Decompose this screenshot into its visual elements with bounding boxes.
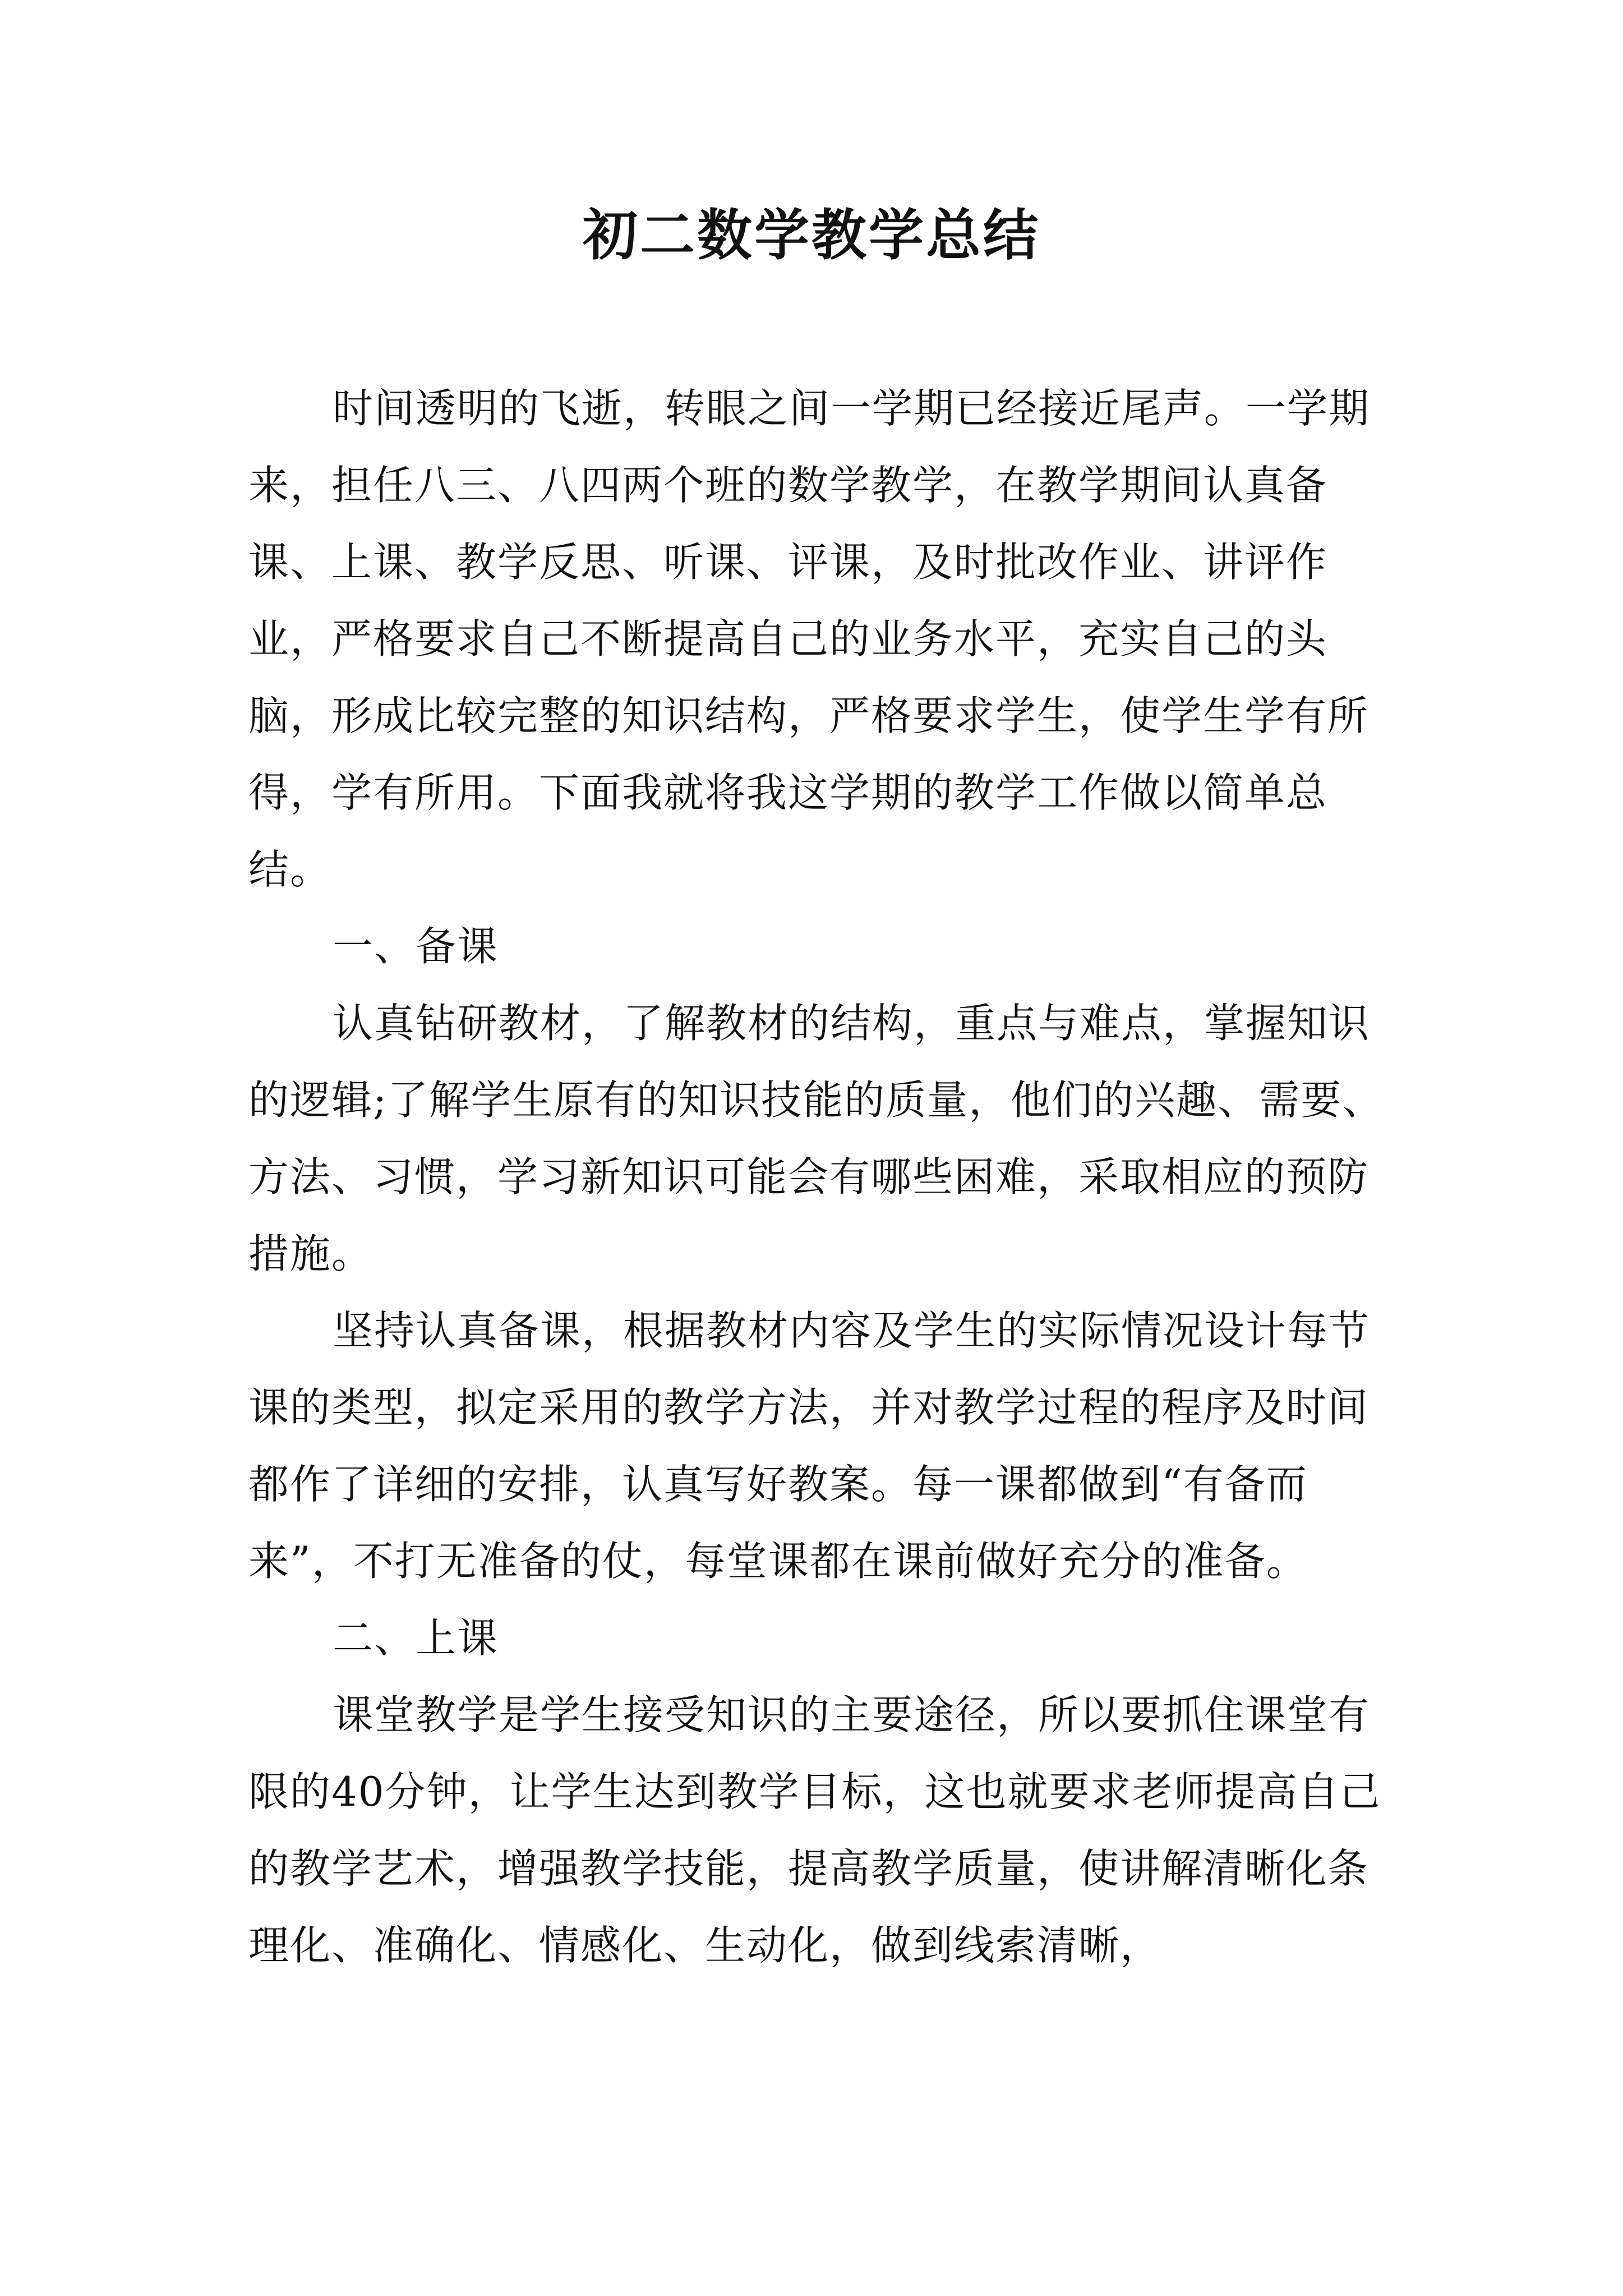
paragraph-study-materials: 认真钻研教材，了解教材的结构，重点与难点，掌握知识的逻辑;了解学生原有的知识技能的质量，他们的兴趣、需要、方法、习惯，学习新知识可能会有哪些困难，采取相应的预防措施。 <box>248 1000 1384 1277</box>
paragraph-intro: 时间透明的飞逝，转眼之间一学期已经接近尾声。一学期来，担任八三、八四两个班的数学教学，在教学期间认真备课、上课、教学反思、听课、评课，及时批改作业、讲评作业，严格要求自己不断提高自己的业务水平，充实自己的头脑，形成比较完整的知识结构，严格要求学生，使学生学有所得，学有所用。下面我就将我这学期的教学工作做以简单总结。 <box>248 385 1371 893</box>
document-body <box>248 370 1387 1984</box>
section-heading-lesson-preparation: 一、备课 <box>333 923 499 970</box>
document-title: 初二数学教学总结 <box>582 203 1040 268</box>
paragraph-prepare-lessons: 坚持认真备课，根据教材内容及学生的实际情况设计每节课的类型，拟定采用的教学方法，并对教学过程的程序及时间都作了详细的安排，认真写好教案。每一课都做到“有备而来”，不打无准备的仗，每堂课都在课前做好充分的准备。 <box>248 1307 1371 1585</box>
section-heading-teaching: 二、上课 <box>333 1614 499 1662</box>
paragraph-classroom-teaching: 课堂教学是学生接受知识的主要途径，所以要抓住课堂有限的40分钟，让学生达到教学目标，这也就要求老师提高自己的教学艺术，增强教学技能，提高教学质量，使讲解清晰化条理化、准确化、情感化、生动化，做到线索清晰， <box>248 1691 1381 1969</box>
